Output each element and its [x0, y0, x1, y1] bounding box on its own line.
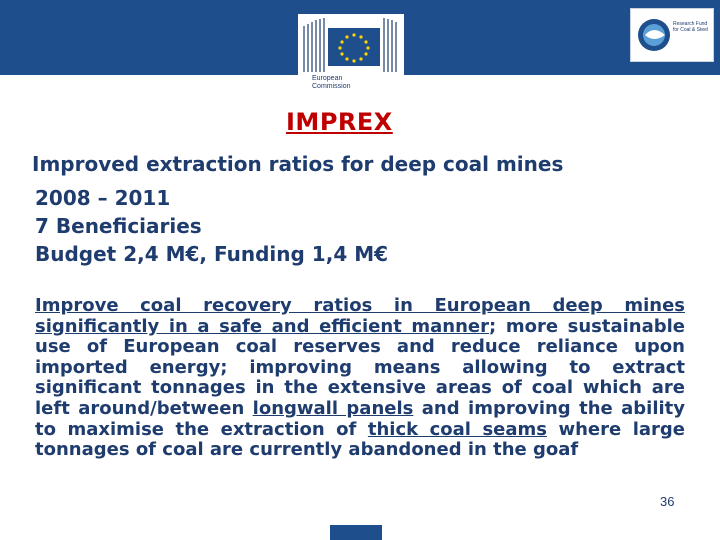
slide-subtitle: Improved extraction ratios for deep coal mines — [32, 152, 564, 176]
beneficiaries-count: 7 Beneficiaries — [35, 214, 202, 238]
description-part: ; more sustainable use of European coal reserves and reduce reliance upon imported energy; improving means allowing to extract significant tonnages in the extensive areas of coal which are left around/between — [35, 315, 686, 419]
rfcs-emblem-icon — [635, 15, 673, 55]
eu-flag-footer — [330, 525, 382, 540]
rfcs-logo-text — [673, 21, 711, 33]
rfcs-logo-line1: Research Fund — [673, 21, 708, 27]
thick-coal-seams-underlined: thick coal seams — [367, 418, 547, 440]
ec-logo-line1: European — [312, 75, 343, 82]
page-number: 36 — [660, 494, 675, 509]
slide-title: IMPREX — [286, 108, 393, 136]
project-description — [35, 296, 685, 461]
project-period: 2008 – 2011 — [35, 186, 171, 210]
rfcs-logo — [630, 8, 714, 62]
rfcs-logo-line2: for Coal & Steel — [673, 27, 709, 33]
ec-logo-caption — [312, 75, 372, 91]
longwall-panels-underlined: longwall panels — [252, 397, 414, 419]
description-part: and improving the ability to maximise the extraction of — [35, 397, 686, 440]
objective-underlined: Improve coal recovery ratios in European deep mines significantly in a safe and efficient manner — [35, 295, 685, 337]
description-part: where large tonnages of coal are currently abandoned in the goaf — [35, 418, 685, 461]
ec-logo-line2: Commission — [312, 83, 351, 90]
budget-funding: Budget 2,4 M€, Funding 1,4 M€ — [35, 242, 389, 266]
